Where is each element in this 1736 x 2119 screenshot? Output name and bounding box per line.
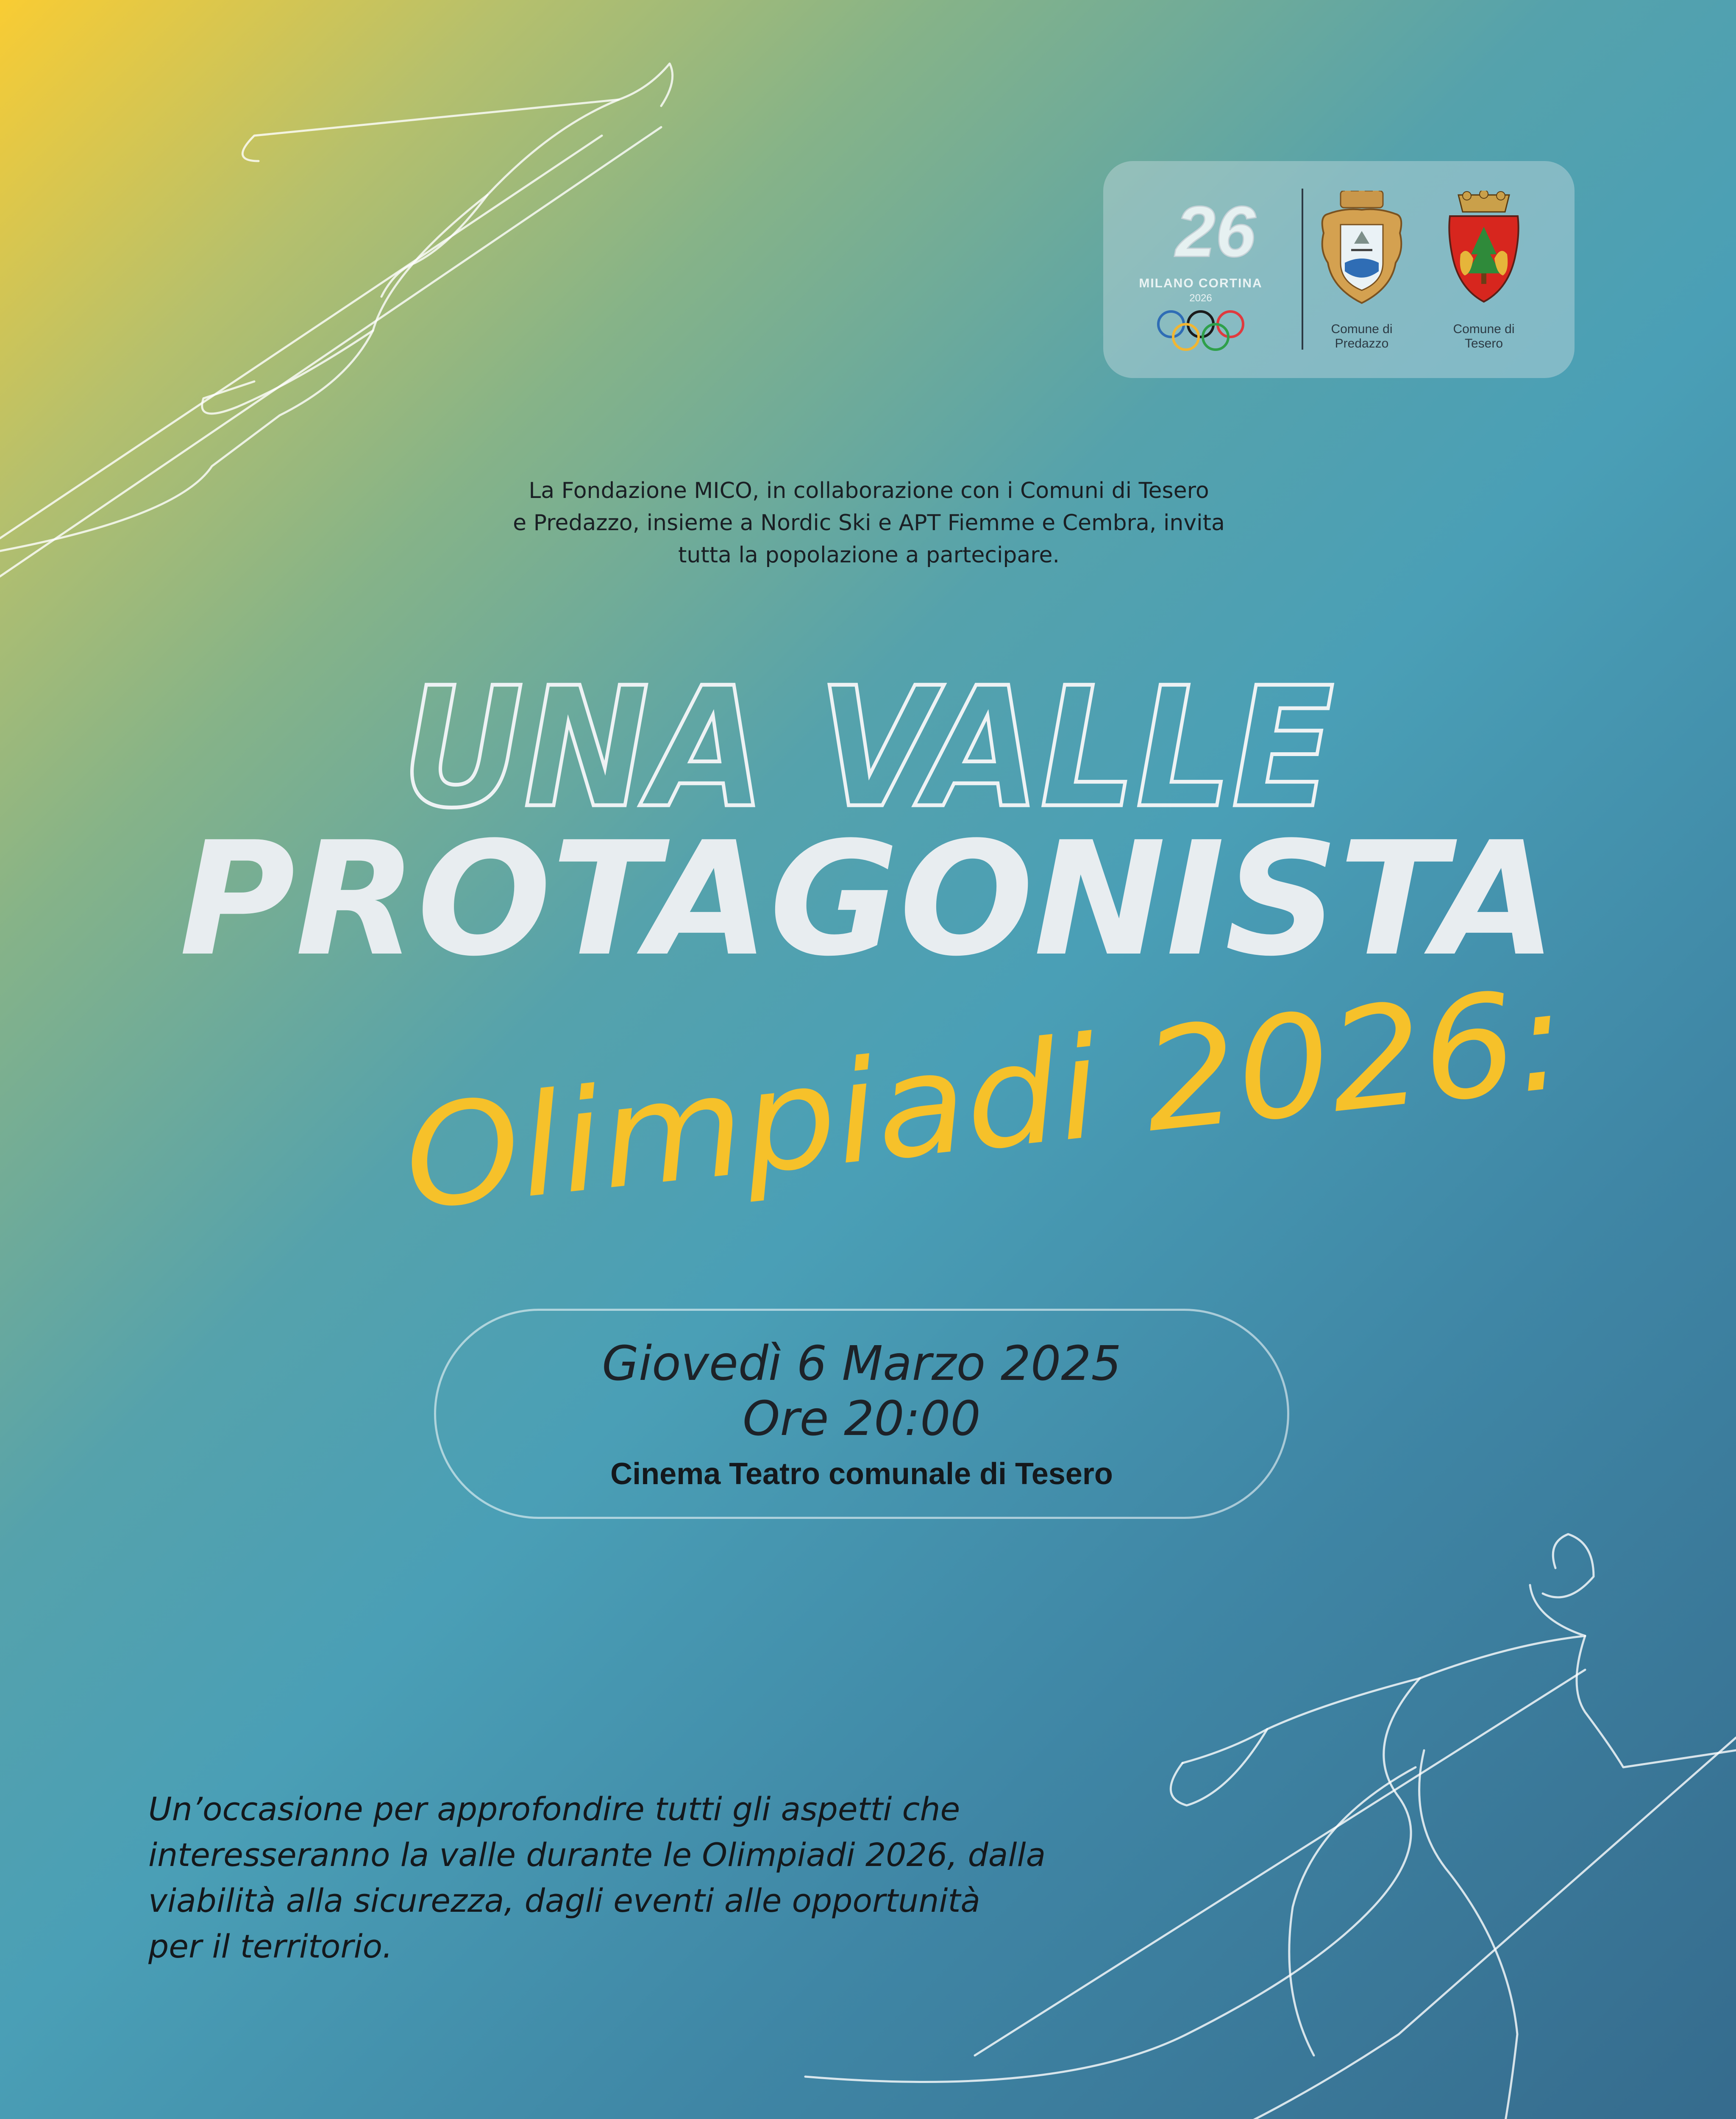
description-line: viabilità alla sicurezza, dagli eventi alle opportunità (148, 1882, 980, 1919)
milano-cortina-26-logo (1146, 193, 1285, 265)
intro-line: La Fondazione MICO, in collaborazione con i Comuni di Tesero (529, 478, 1209, 503)
logo-panel (1103, 161, 1575, 378)
title-script (381, 932, 1653, 1208)
intro-line: e Predazzo, insieme a Nordic Ski e APT Fiemme e Cembra, invita (513, 510, 1225, 536)
title-script-text: Olimpiadi 2026: (397, 963, 1521, 1208)
milano-cortina-name: MILANO CORTINA (1139, 276, 1263, 290)
predazzo-coat-of-arms-icon (1319, 191, 1404, 305)
title-outline-text: UNA VALLE (402, 661, 1334, 839)
intro-text (360, 475, 1377, 571)
tesero-label-line2: Tesero (1464, 336, 1503, 350)
description-text (148, 1786, 1293, 1969)
milano-cortina-year: 2026 (1189, 292, 1212, 304)
predazzo-label-line2: Predazzo (1335, 336, 1389, 350)
description-line: per il territorio. (148, 1927, 393, 1965)
description-line: interesseranno la valle durante le Olimpiadi 2026, dalla (148, 1836, 1046, 1874)
description-line: Un’occasione per approfondire tutti gli aspetti che (148, 1790, 960, 1828)
olympic-rings-icon (1154, 307, 1247, 354)
event-venue: Cinema Teatro comunale di Tesero (610, 1457, 1113, 1491)
event-date: Giovedì 6 Marzo 2025 (602, 1336, 1121, 1391)
milano-cortina-mark: 26 (1175, 193, 1256, 265)
event-details-box (434, 1309, 1289, 1519)
tesero-label-line1: Comune di (1453, 322, 1515, 336)
title-outline (0, 661, 1736, 839)
title-solid-text: PROTAGONISTA (179, 814, 1557, 991)
logo-divider (1302, 189, 1303, 350)
tesero-coat-of-arms-icon (1441, 191, 1526, 305)
predazzo-label-line1: Comune di (1331, 322, 1393, 336)
intro-line: tutta la popolazione a partecipare. (678, 542, 1060, 568)
predazzo-label (1311, 322, 1413, 351)
tesero-label (1433, 322, 1535, 351)
event-time: Ore 20:00 (743, 1391, 981, 1446)
